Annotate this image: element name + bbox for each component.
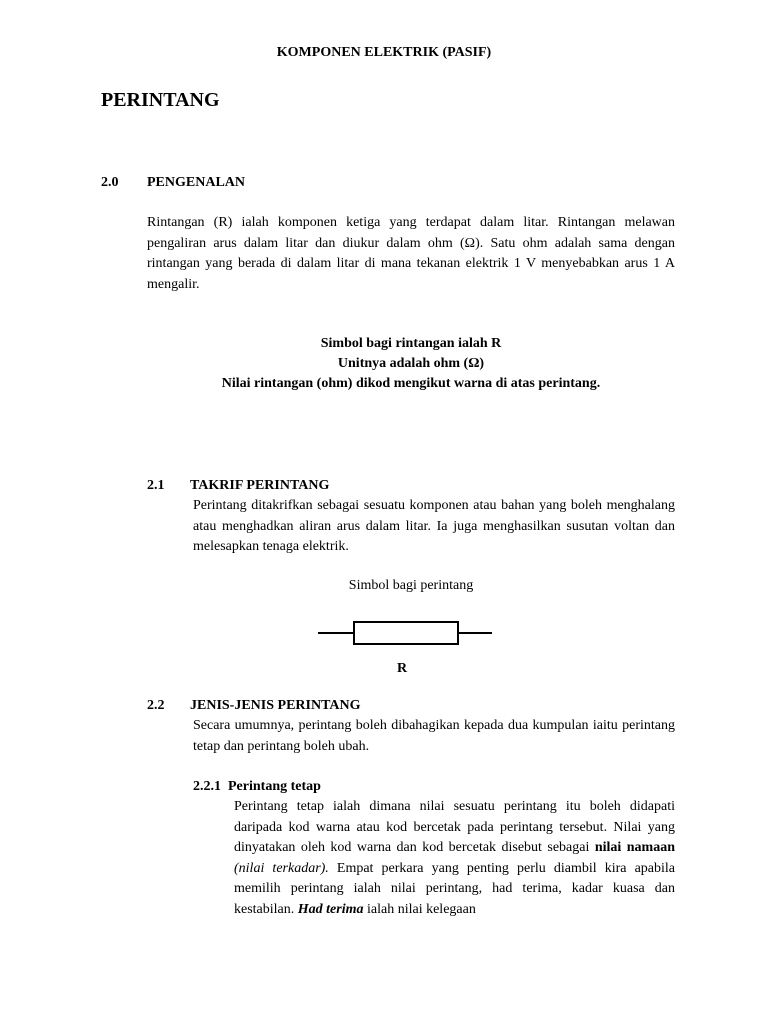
section-2-2-1-text-1: Perintang tetap ialah dimana nilai sesuatu perintang itu boleh didapati daripada kod warna atau kod bercetak pada perintang tersebut. Nilai yang dinyatakan oleh kod warna dan kod bercetak disebut sebagai: [234, 799, 675, 855]
section-2-2-number: 2.2: [147, 698, 165, 713]
section-2-1-title: TAKRIF PERINTANG: [190, 478, 330, 493]
note-color-code: Nilai rintangan (ohm) dikod mengikut warna di atas perintang.: [221, 376, 601, 391]
resistor-symbol-caption: Simbol bagi perintang: [348, 578, 474, 593]
section-2-0-body: Rintangan (R) ialah komponen ketiga yang terdapat dalam litar. Rintangan melawan pengaliran arus dalam litar dan diukur dalam ohm (Ω). Satu ohm adalah sama dengan rintangan yang berada di dalam litar di mana tekanan elektrik 1 V menyebabkan arus 1 A mengalir.: [147, 215, 675, 292]
chapter-title: PERINTANG: [101, 89, 220, 111]
section-2-2-1-text-2: Empat perkara yang penting perlu diambil kira apabila memilih perintang ialah nilai perintang, had terima, kadar kuasa dan kestabilan.: [234, 860, 675, 917]
term-nilai-terkadar: (nilai terkadar).: [234, 860, 329, 876]
resistor-symbol-icon: [318, 620, 494, 648]
document-title: KOMPONEN ELEKTRIK (PASIF): [276, 45, 492, 60]
resistor-symbol-label: R: [397, 661, 408, 676]
section-2-2-1-text-3: ialah nilai kelegaan: [363, 901, 476, 917]
note-symbol: Simbol bagi rintangan ialah R: [320, 336, 502, 351]
section-2-2-1-body: [234, 797, 675, 920]
term-had-terima: Had terima: [297, 901, 364, 917]
section-2-0-number: 2.0: [101, 175, 119, 190]
section-2-1-number: 2.1: [147, 478, 165, 493]
section-2-2-1-heading: [193, 777, 321, 798]
section-2-0-title: PENGENALAN: [147, 175, 246, 190]
section-2-2-title: JENIS-JENIS PERINTANG: [190, 698, 361, 713]
section-2-2-1-title: Perintang tetap: [228, 779, 321, 794]
section-2-2-1-number: 2.2.1: [193, 779, 221, 794]
note-unit: Unitnya adalah ohm (Ω): [337, 356, 485, 371]
section-2-1-body: Perintang ditakrifkan sebagai sesuatu komponen atau bahan yang boleh menghalang atau menghadkan aliran arus dalam litar. Ia juga menghasilkan susutan voltan dan melesapkan tenaga elektrik.: [193, 498, 675, 554]
section-2-2-body: Secara umumnya, perintang boleh dibahagikan kepada dua kumpulan iaitu perintang tetap dan perintang boleh ubah.: [193, 718, 675, 754]
term-nilai-namaan: nilai namaan: [594, 840, 675, 855]
